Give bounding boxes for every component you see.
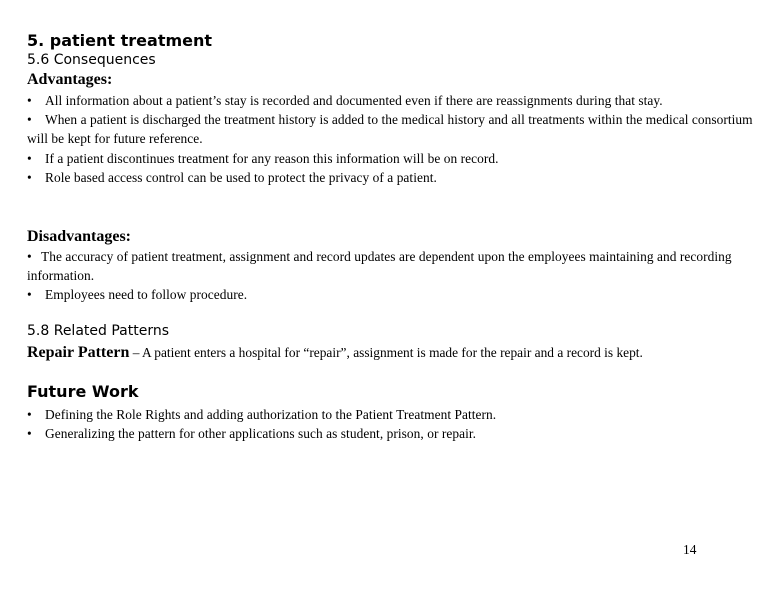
page-number: 14 — [683, 542, 697, 557]
advantages-list — [27, 91, 757, 187]
disadvantages-list — [27, 247, 757, 305]
bullet-icon: • — [27, 249, 32, 264]
bullet-icon: • — [27, 150, 32, 166]
disadvantage-item: • Employees need to follow procedure. — [27, 285, 757, 304]
disadvantage-item: • The accuracy of patient treatment, assignment and record updates are dependent upon the employees maintaining and recording information. — [27, 249, 732, 284]
future-work-item: • Generalizing the pattern for other applications such as student, prison, or repair. — [27, 424, 757, 443]
advantages-title: Advantages: — [27, 71, 113, 88]
bullet-icon: • — [27, 426, 32, 442]
advantage-item: • When a patient is discharged the treatment history is added to the medical history and all treatments within the medical consortium will be kept for future reference. — [27, 112, 753, 147]
future-work-title: Future Work — [27, 382, 139, 401]
consequences-subheading: 5.6 Consequences — [27, 52, 156, 68]
advantage-item: • Role based access control can be used to protect the privacy of a patient. — [27, 168, 757, 187]
bullet-icon: • — [27, 407, 32, 422]
repair-pattern-title: Repair Pattern — [27, 344, 130, 361]
related-patterns-heading: 5.8 Related Patterns — [27, 323, 169, 339]
bullet-icon: • — [27, 112, 32, 128]
repair-pattern-text: A patient enters a hospital for “repair”, assignment is made for the repair and a record is kept. — [142, 345, 643, 360]
bullet-icon: • — [27, 93, 32, 108]
repair-pattern-separator: – — [129, 345, 142, 360]
main-heading: 5. patient treatment — [27, 31, 213, 50]
bullet-icon: • — [27, 287, 32, 303]
future-work-list — [27, 405, 757, 443]
advantage-item: • If a patient discontinues treatment for any reason this information will be on record. — [27, 149, 757, 168]
advantage-item: • All information about a patient’s stay is recorded and documented even if there are reassignments during that stay. — [27, 91, 757, 110]
bullet-icon: • — [27, 169, 32, 185]
disadvantages-title: Disadvantages: — [27, 228, 132, 245]
future-work-item: • Defining the Role Rights and adding authorization to the Patient Treatment Pattern. — [27, 405, 757, 424]
repair-pattern-line — [27, 343, 643, 363]
